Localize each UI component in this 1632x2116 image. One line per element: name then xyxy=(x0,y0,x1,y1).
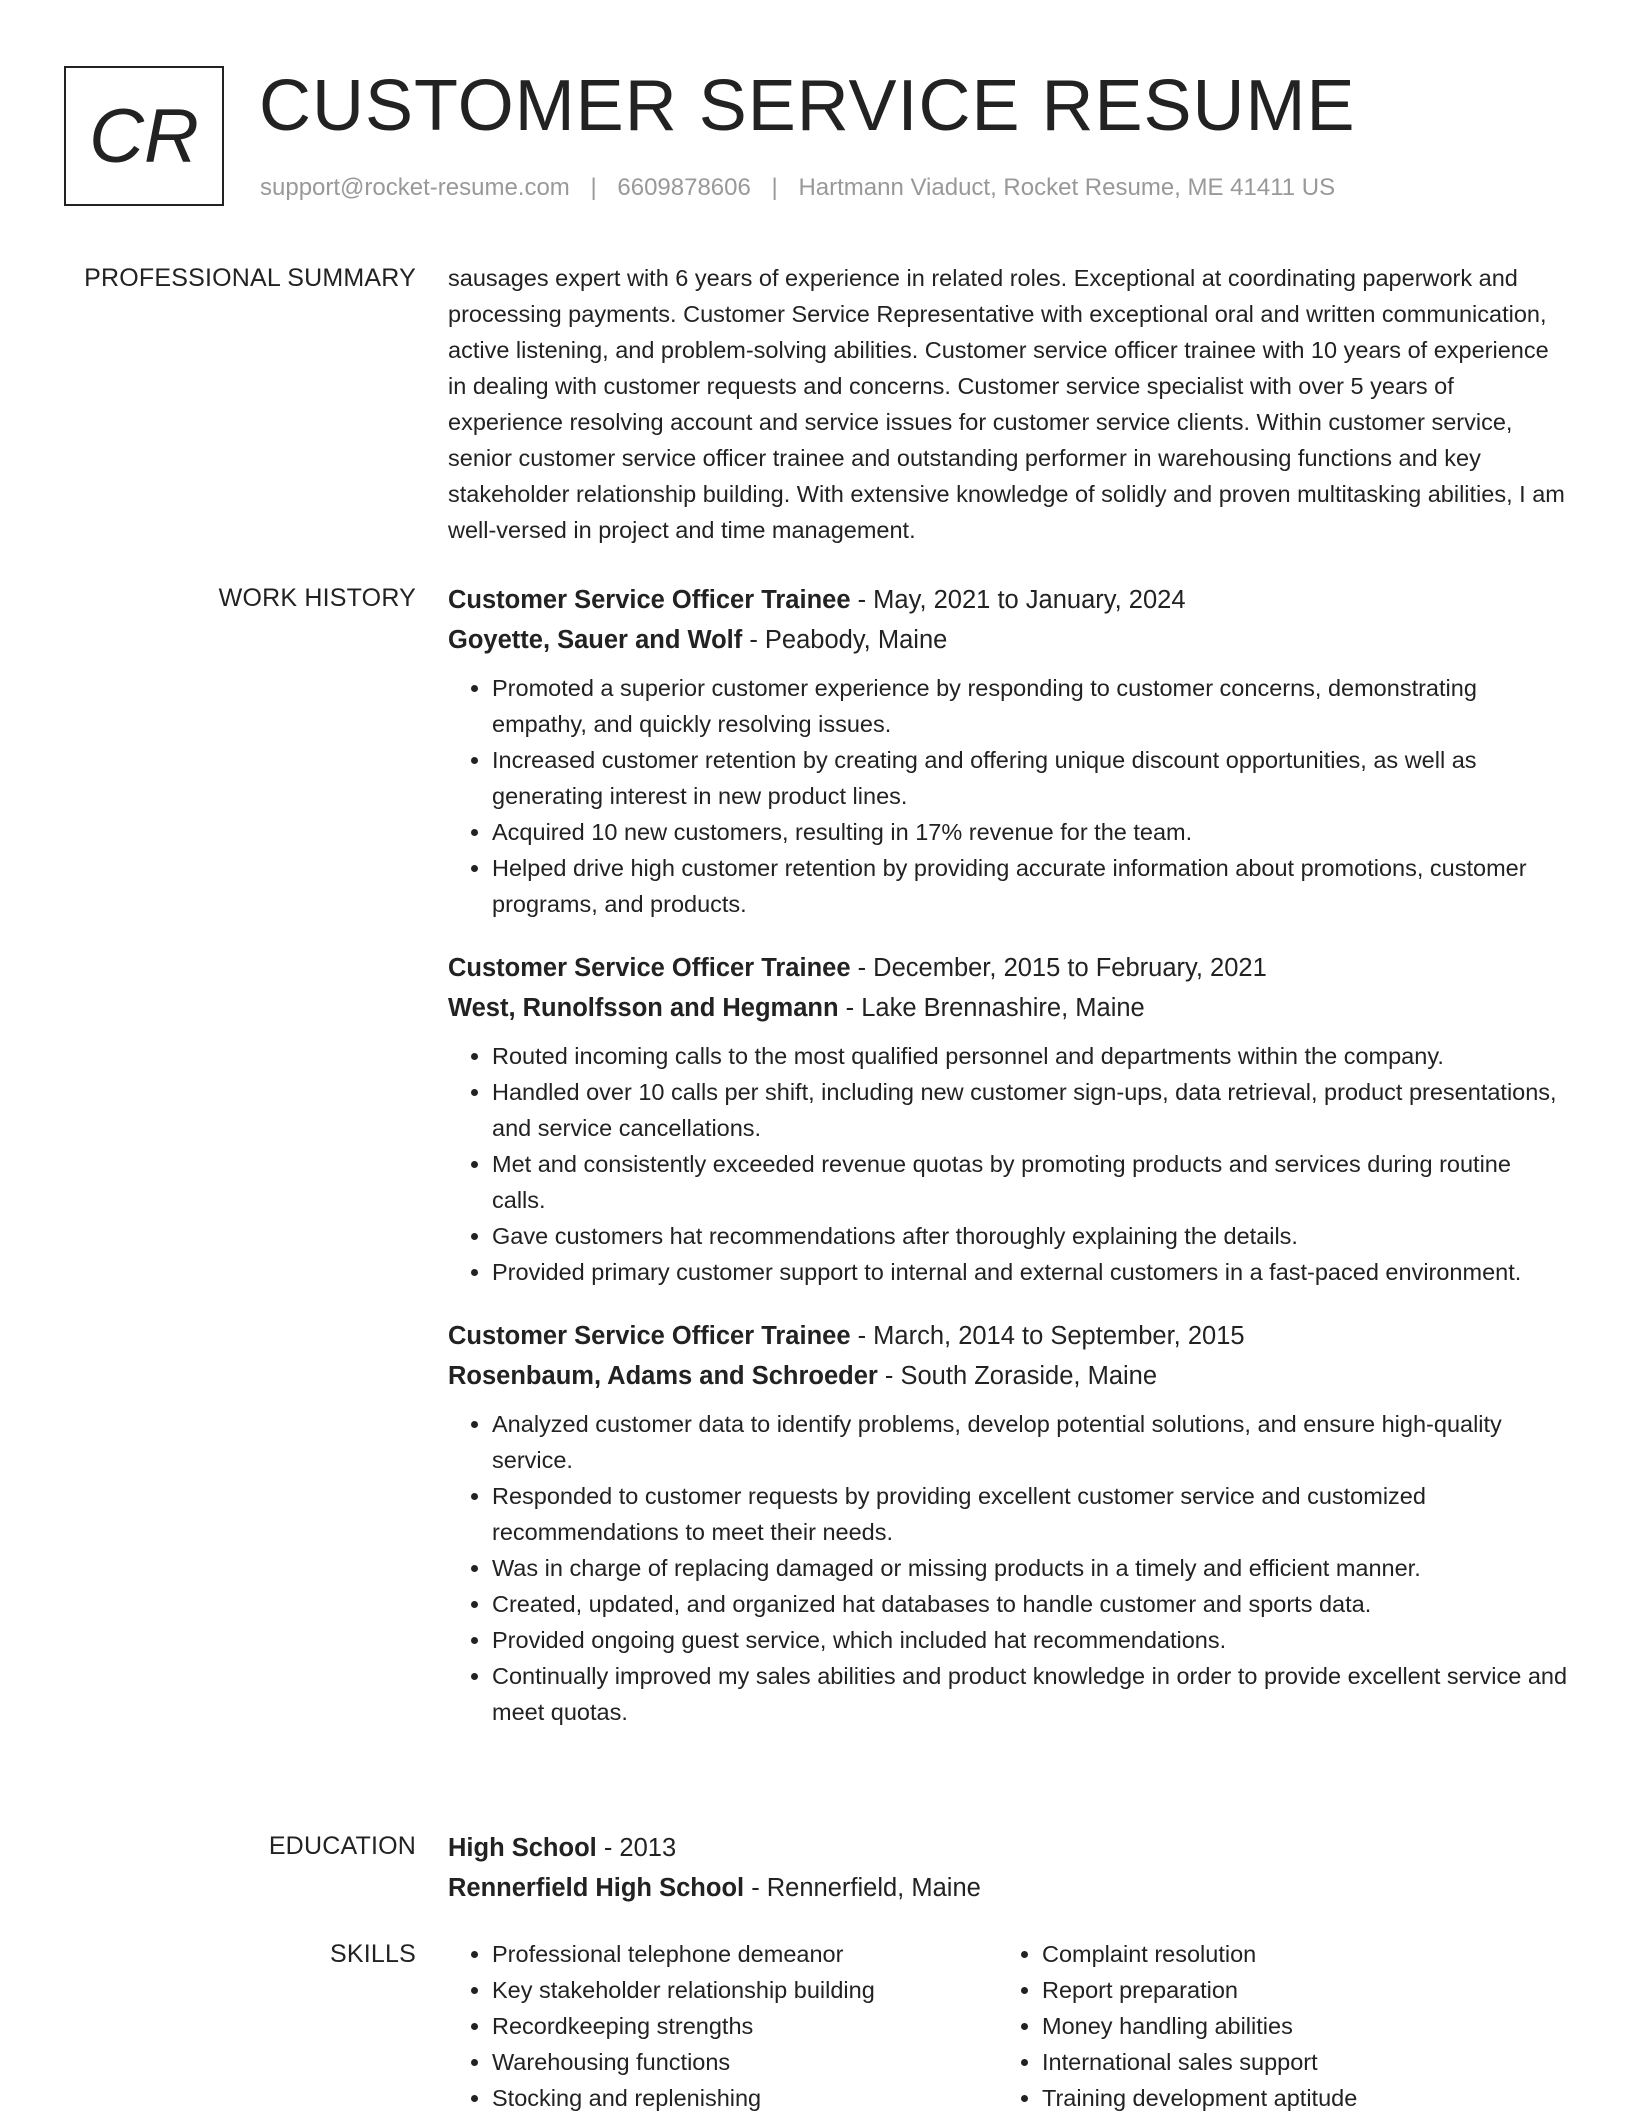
job-company-line xyxy=(448,988,1568,1028)
list-item: • Responded to customer requests by providing excellent customer service and customized recommendations to meet their needs. xyxy=(492,1478,1568,1550)
job-dates: - May, 2021 to January, 2024 xyxy=(850,586,1186,614)
job-location: - Lake Brennashire, Maine xyxy=(838,994,1145,1022)
job-entry xyxy=(448,948,1568,1290)
skill-item: • Complaint resolution xyxy=(1042,1936,1548,1972)
resume-title: CUSTOMER SERVICE RESUME xyxy=(259,66,1356,146)
skills-list xyxy=(998,1936,1548,2116)
work-history-body xyxy=(448,580,1568,1756)
education-school: Rennerfield High School xyxy=(448,1874,745,1902)
list-item: • Promoted a superior customer experience by responding to customer concerns, demonstrating empathy, and quickly resolving issues. xyxy=(492,670,1568,742)
skills-column-right xyxy=(998,1936,1548,2116)
job-company-line xyxy=(448,620,1568,660)
skill-item: • Key stakeholder relationship building xyxy=(492,1972,998,2008)
contact-separator: | xyxy=(771,174,778,201)
list-item: • Continually improved my sales abilities and product knowledge in order to provide excellent service and meet quotas. xyxy=(492,1658,1568,1730)
job-location: - Peabody, Maine xyxy=(742,626,948,654)
job-bullets xyxy=(448,1038,1568,1290)
section-label-work-history: WORK HISTORY xyxy=(218,584,416,612)
skills-column-left xyxy=(448,1936,998,2116)
list-item: • Gave customers hat recommendations after thoroughly explaining the details. xyxy=(492,1218,1568,1254)
contact-separator: | xyxy=(590,174,597,201)
job-dates: - March, 2014 to September, 2015 xyxy=(850,1322,1245,1350)
skills-grid xyxy=(448,1936,1568,2116)
list-item: • Helped drive high customer retention by providing accurate information about promotions, customer programs, and products. xyxy=(492,850,1568,922)
education-year: - 2013 xyxy=(596,1834,677,1862)
job-company: West, Runolfsson and Hegmann xyxy=(448,994,839,1022)
skill-item: • Professional telephone demeanor xyxy=(492,1936,998,1972)
skill-item: • Stocking and replenishing xyxy=(492,2080,998,2116)
resume-header xyxy=(64,66,1592,216)
list-item: • Was in charge of replacing damaged or missing products in a timely and efficient manner. xyxy=(492,1550,1568,1586)
education-body xyxy=(448,1828,1568,1908)
list-item: • Provided primary customer support to internal and external customers in a fast-paced environment. xyxy=(492,1254,1568,1290)
list-item: • Acquired 10 new customers, resulting in 17% revenue for the team. xyxy=(492,814,1568,850)
education-location: - Rennerfield, Maine xyxy=(744,1874,981,1902)
contact-line xyxy=(260,174,1335,202)
job-company: Rosenbaum, Adams and Schroeder xyxy=(448,1362,878,1390)
skills-body xyxy=(448,1936,1568,2116)
skill-item: • Report preparation xyxy=(1042,1972,1548,2008)
list-item: • Handled over 10 calls per shift, including new customer sign-ups, data retrieval, product presentations, and service cancellations. xyxy=(492,1074,1568,1146)
job-entry xyxy=(448,580,1568,922)
list-item: • Created, updated, and organized hat databases to handle customer and sports data. xyxy=(492,1586,1568,1622)
job-location: - South Zoraside, Maine xyxy=(877,1362,1158,1390)
contact-phone: 6609878606 xyxy=(617,174,751,201)
job-title: Customer Service Officer Trainee xyxy=(448,1322,851,1350)
list-item: • Routed incoming calls to the most qualified personnel and departments within the company. xyxy=(492,1038,1568,1074)
skill-item: • Warehousing functions xyxy=(492,2044,998,2080)
contact-address: Hartmann Viaduct, Rocket Resume, ME 41411 US xyxy=(798,174,1336,201)
job-title-line xyxy=(448,580,1568,620)
job-dates: - December, 2015 to February, 2021 xyxy=(850,954,1267,982)
education-degree: High School xyxy=(448,1834,597,1862)
section-label-education: EDUCATION xyxy=(268,1832,416,1860)
job-entry xyxy=(448,1316,1568,1730)
contact-email: support@rocket-resume.com xyxy=(260,174,570,201)
list-item: • Increased customer retention by creating and offering unique discount opportunities, as well as generating interest in new product lines. xyxy=(492,742,1568,814)
job-title-line xyxy=(448,948,1568,988)
list-item: • Analyzed customer data to identify problems, develop potential solutions, and ensure high-quality service. xyxy=(492,1406,1568,1478)
job-title: Customer Service Officer Trainee xyxy=(448,954,851,982)
education-school-line xyxy=(448,1868,1568,1908)
job-title: Customer Service Officer Trainee xyxy=(448,586,851,614)
section-label-skills: SKILLS xyxy=(330,1940,416,1968)
skill-item: • Recordkeeping strengths xyxy=(492,2008,998,2044)
job-bullets xyxy=(448,670,1568,922)
job-company-line xyxy=(448,1356,1568,1396)
job-title-line xyxy=(448,1316,1568,1356)
list-item: • Met and consistently exceeded revenue quotas by promoting products and services during routine calls. xyxy=(492,1146,1568,1218)
monogram-logo: CR xyxy=(64,66,224,206)
skill-item: • Training development aptitude xyxy=(1042,2080,1548,2116)
education-degree-line xyxy=(448,1828,1568,1868)
job-company: Goyette, Sauer and Wolf xyxy=(448,626,743,654)
section-label-summary: PROFESSIONAL SUMMARY xyxy=(84,264,416,292)
list-item: • Provided ongoing guest service, which included hat recommendations. xyxy=(492,1622,1568,1658)
summary-text: sausages expert with 6 years of experience in related roles. Exceptional at coordinating paperwork and processing payments. Customer Service Representative with exceptional oral and written communication, active listening, and problem-solving abilities. Customer service officer trainee with 10 years of experience in dealing with customer requests and concerns. Customer service specialist with over 5 years of experience resolving account and service issues for customer service clients. Within customer service, senior customer service officer trainee and outstanding performer in warehousing functions and key stakeholder relationship building. With extensive knowledge of solidly and proven multitasking abilities, I am well-versed in project and time management. xyxy=(448,265,1565,543)
skill-item: • Money handling abilities xyxy=(1042,2008,1548,2044)
job-bullets xyxy=(448,1406,1568,1730)
skill-item: • International sales support xyxy=(1042,2044,1548,2080)
skills-list xyxy=(448,1936,998,2116)
